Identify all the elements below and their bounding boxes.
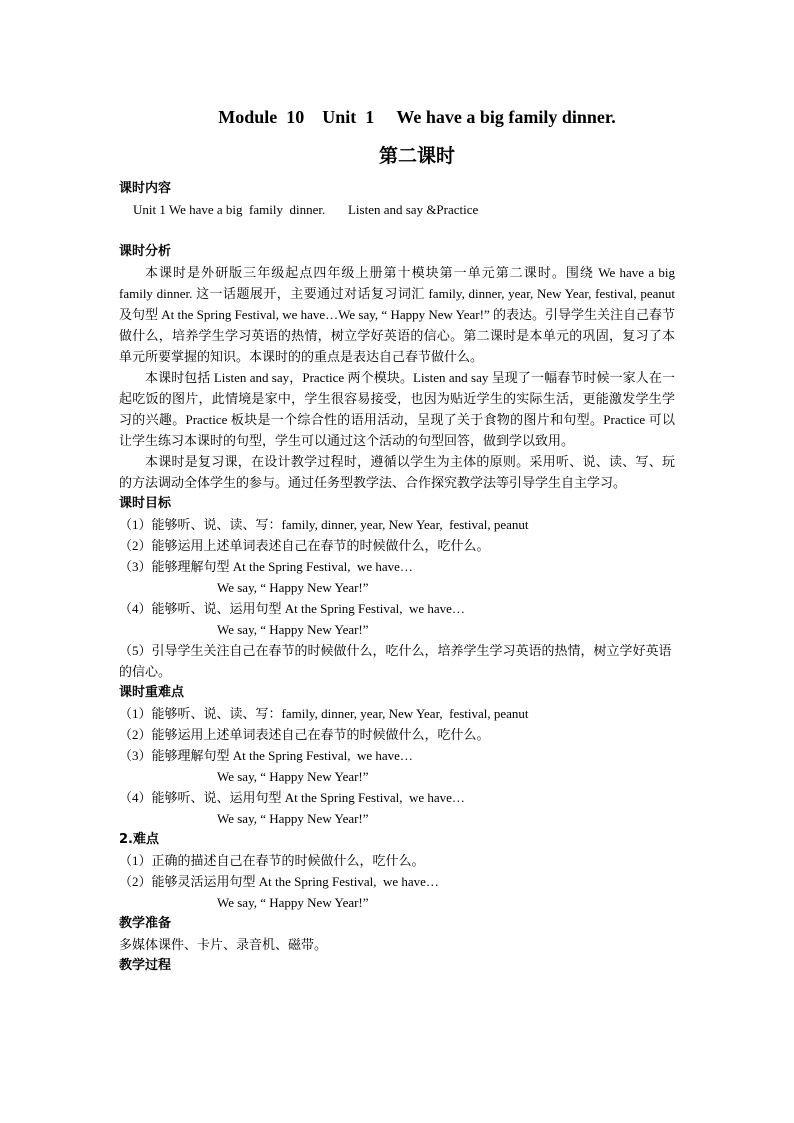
- content-heading: 课时内容: [119, 181, 172, 196]
- objective-item: （2）能够运用上述单词表述自己在春节的时候做什么，吃什么。: [119, 538, 490, 553]
- process-heading: 教学过程: [119, 958, 172, 973]
- content-text: Unit 1 We have a big family dinner. Listen and say &Practice: [133, 202, 479, 217]
- objective-subitem: We say, “ Happy New Year!”: [217, 622, 369, 637]
- difficult-point-subitem: We say, “ Happy New Year!”: [217, 895, 369, 910]
- objective-item: （5）引导学生关注自己在春节的时候做什么，吃什么，培养学生学习英语的热情，树立学好英语的信心。: [119, 643, 672, 679]
- objective-subitem: We say, “ Happy New Year!”: [217, 580, 369, 595]
- key-point-subitem: We say, “ Happy New Year!”: [217, 769, 369, 784]
- analysis-paragraph-1: 本课时是外研版三年级起点四年级上册第十模块第一单元第二课时。围绕 We have a big family dinner. 这一话题展开，主要通过对话复习词汇 family, dinner, year, New Year, festival, peanut 及句型 At the Spring Festival, we have…We say, “ Happy New Year!” 的表达。引导学生关注自己春节做什么，培养学生学习英语的热情，树立学好英语的信心。第二课时是本单元的巩固，复习了本单元所要掌握的知识。本课时的的重点是表达自己春节做什么。: [119, 265, 675, 364]
- preparation-heading: 教学准备: [119, 916, 172, 931]
- preparation-text: 多媒体课件、卡片、录音机、磁带。: [119, 937, 328, 952]
- spacer: [119, 220, 675, 241]
- objective-item: （4）能够听、说、运用句型 At the Spring Festival, we have…: [119, 601, 465, 616]
- key-point-item: （1）能够听、说、读、写：family, dinner, year, New Year, festival, peanut: [119, 706, 529, 721]
- objective-item: （1）能够听、说、读、写：family, dinner, year, New Year, festival, peanut: [119, 517, 529, 532]
- difficult-point-item: （1）正确的描述自己在春节的时候做什么，吃什么。: [119, 853, 425, 868]
- key-point-subitem: We say, “ Happy New Year!”: [217, 811, 369, 826]
- document-title: Module 10 Unit 1 We have a big family dinner.: [218, 107, 616, 127]
- analysis-heading: 课时分析: [119, 244, 172, 259]
- difficult-point-item: （2）能够灵活运用句型 At the Spring Festival, we have…: [119, 874, 439, 889]
- objectives-heading: 课时目标: [119, 496, 172, 511]
- analysis-paragraph-3: 本课时是复习课，在设计教学过程时，遵循以学生为主体的原则。采用听、说、读、写、玩的方法调动全体学生的参与。通过任务型教学法、合作探究教学法等引导学生自主学习。: [119, 454, 675, 490]
- key-point-item: （4）能够听、说、运用句型 At the Spring Festival, we have…: [119, 790, 465, 805]
- key-point-item: （2）能够运用上述单词表述自己在春节的时候做什么，吃什么。: [119, 727, 490, 742]
- key-point-item: （3）能够理解句型 At the Spring Festival, we have…: [119, 748, 413, 763]
- document-body: [119, 104, 675, 976]
- difficult-points-heading: 2.难点: [119, 832, 159, 847]
- document-subtitle: 第二课时: [378, 145, 455, 167]
- analysis-paragraph-2: 本课时包括 Listen and say，Practice 两个模块。Listen and say 呈现了一幅春节时候一家人在一起吃饭的图片，此情境是家中，学生很容易接受，也因为贴近学生的实际生活，更能激发学生学习的兴趣。Practice 板块是一个综合性的语用活动，呈现了关于食物的图片和句型。Practice 可以让学生练习本课时的句型，学生可以通过这个活动的句型回答，做到学以致用。: [119, 370, 675, 448]
- key-points-heading: 课时重难点: [119, 685, 185, 700]
- objective-item: （3）能够理解句型 At the Spring Festival, we have…: [119, 559, 413, 574]
